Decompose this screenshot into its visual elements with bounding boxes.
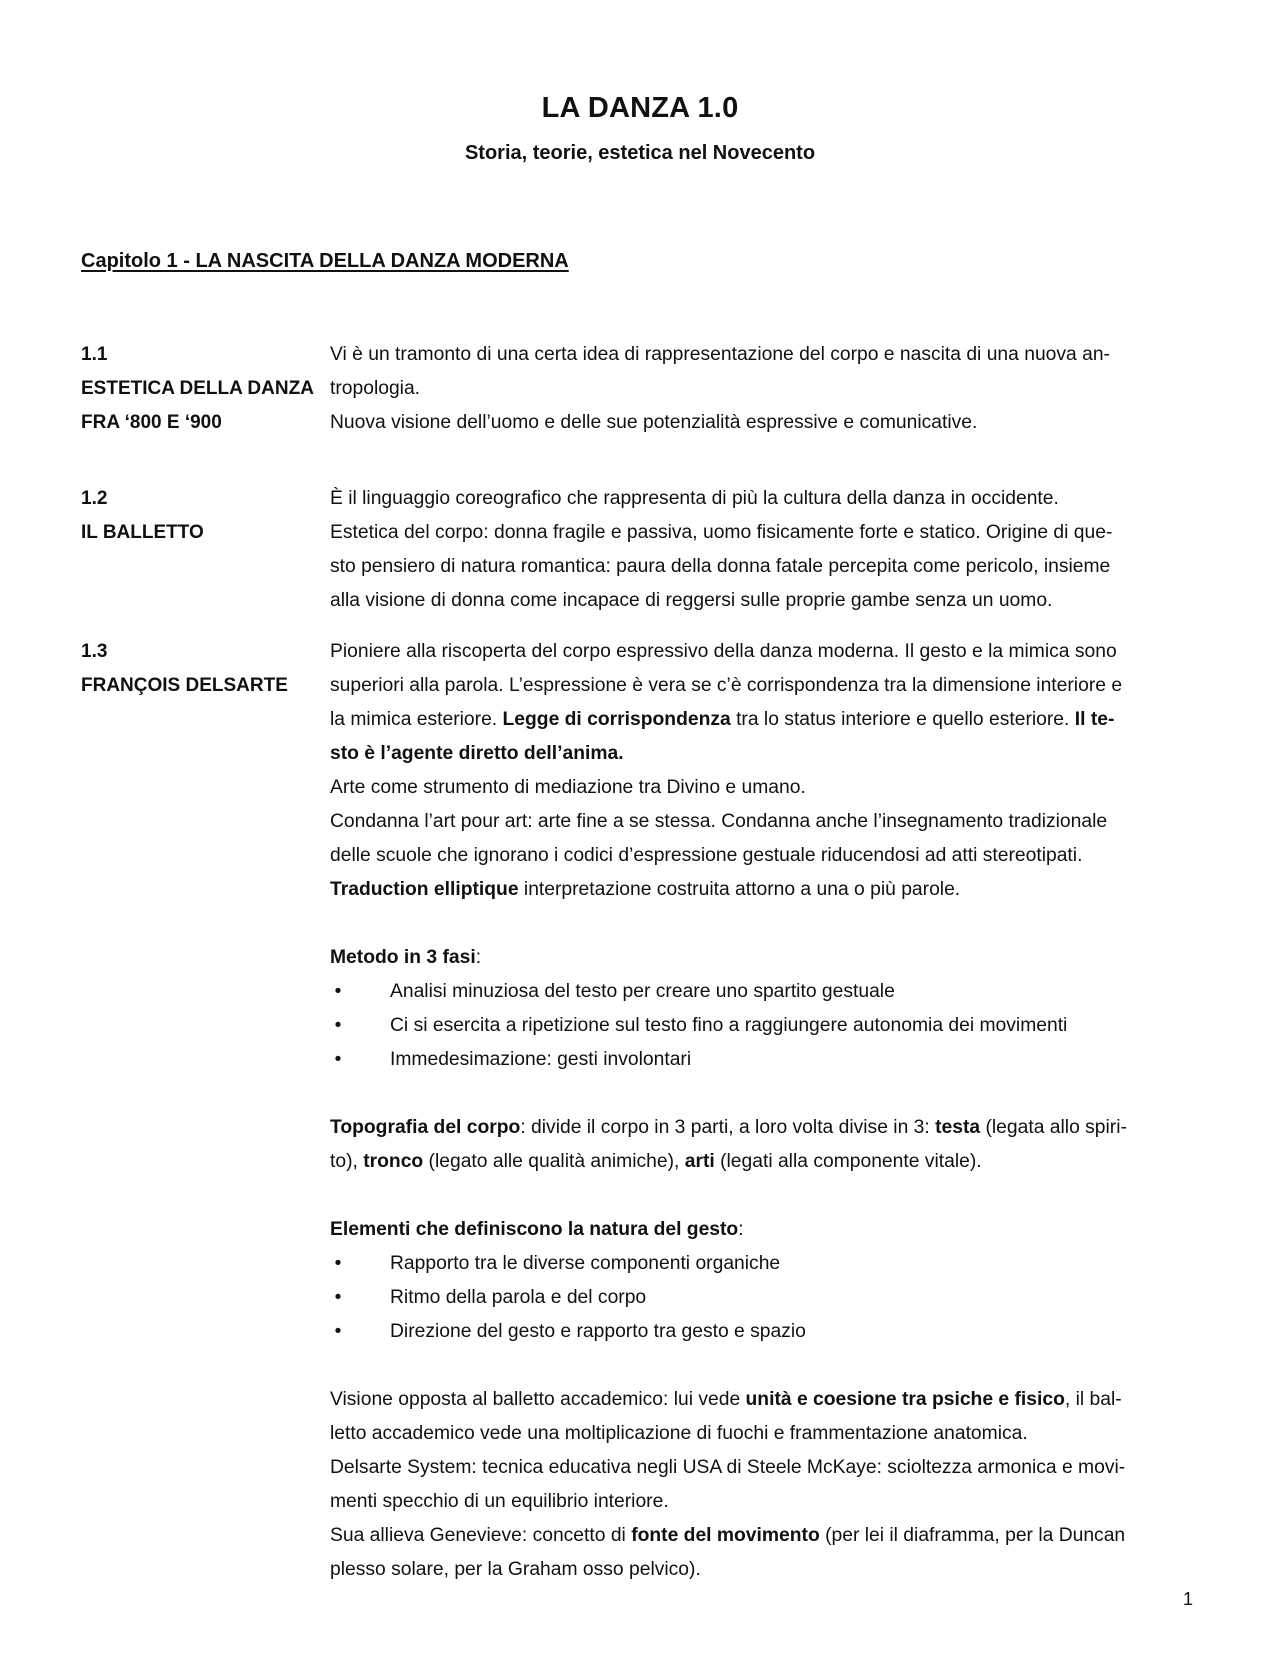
section-1-2-label [81, 482, 321, 550]
section-1-2-body [330, 482, 1206, 618]
section-1-1-body [330, 338, 1206, 440]
text-line: letto accademico vede una moltiplicazione di fuochi e frammentazione anatomica. [330, 1423, 1028, 1444]
text-span: Visione opposta al balletto accademico: lui vede [330, 1389, 746, 1410]
text-span: : divide il corpo in 3 parti, a loro volta divise in 3: [520, 1117, 936, 1138]
chapter-heading: Capitolo 1 - LA NASCITA DELLA DANZA MODERNA [81, 250, 569, 272]
text-line: menti specchio di un equilibrio interiore. [330, 1491, 669, 1512]
text-span: Sua allieva Genevieve: concetto di [330, 1525, 632, 1546]
text-line: plesso solare, per la Graham osso pelvico). [330, 1559, 701, 1580]
bullet-icon: • [334, 1015, 342, 1036]
list-item [330, 1315, 1206, 1349]
text-line: sto pensiero di natura romantica: paura della donna fatale percepita come pericolo, insieme [330, 556, 1111, 577]
paragraph-gap [330, 1349, 1206, 1383]
text-line: Vi è un tramonto di una certa idea di rappresentazione del corpo e nascita di una nuova an- [330, 344, 1110, 365]
section-title: IL BALLETTO [81, 522, 204, 543]
list-item [330, 1247, 1206, 1281]
paragraph-gap [330, 1179, 1206, 1213]
text-line [330, 873, 1206, 907]
bold-term: Il te- [1074, 709, 1115, 730]
text-line: superiori alla parola. L’espressione è vera se c’è corrispondenza tra la dimensione interiore e [330, 675, 1123, 696]
section-1-3-body [330, 635, 1206, 1587]
bold-term: unità e coesione tra psiche e fisico [745, 1389, 1065, 1410]
list-item-text: Ci si esercita a ripetizione sul testo fino a raggiungere autonomia dei movimenti [390, 1015, 1068, 1036]
document-subtitle: Storia, teorie, estetica nel Novecento [464, 142, 816, 164]
bullet-icon: • [334, 1287, 342, 1308]
text-span: (per lei il diaframma, per la Duncan [819, 1525, 1126, 1546]
section-title: ESTETICA DELLA DANZA [81, 378, 314, 399]
text-span: : [475, 947, 482, 968]
document-title: LA DANZA 1.0 [541, 92, 739, 124]
text-span: (legata allo spiri- [980, 1117, 1127, 1138]
text-line: Delsarte System: tecnica educativa negli USA di Steele McKaye: scioltezza armonica e movi- [330, 1457, 1126, 1478]
text-line: È il linguaggio coreografico che rappresenta di più la cultura della danza in occidente. [330, 488, 1059, 509]
bold-term: tronco [363, 1151, 424, 1172]
text-span: : [738, 1219, 744, 1240]
text-line: Condanna l’art pour art: arte fine a se stessa. Condanna anche l’insegnamento tradizionale [330, 811, 1108, 832]
text-line: Pioniere alla riscoperta del corpo espressivo della danza moderna. Il gesto e la mimica sono [330, 641, 1117, 662]
text-line [330, 1383, 1206, 1417]
bold-term: arti [684, 1151, 715, 1172]
section-title: FRA ‘800 E ‘900 [81, 412, 222, 433]
elementi-heading [330, 1213, 1206, 1247]
list-item-text: Ritmo della parola e del corpo [390, 1287, 647, 1308]
bold-term: Metodo in 3 fasi [330, 947, 476, 968]
section-number: 1.3 [81, 641, 108, 662]
bullet-icon: • [334, 981, 342, 1002]
section-1-1-label [81, 338, 321, 440]
list-item-text: Direzione del gesto e rapporto tra gesto e spazio [390, 1321, 806, 1342]
paragraph-gap [330, 907, 1206, 941]
bullet-icon: • [334, 1321, 342, 1342]
text-line [330, 737, 1206, 771]
bold-term: sto è l’agente diretto dell’anima. [330, 743, 624, 764]
text-line [330, 1145, 1206, 1179]
text-line: delle scuole che ignorano i codici d’espressione gestuale riducendosi ad atti stereotipati. [330, 845, 1083, 866]
text-line: alla visione di donna come incapace di reggersi sulle proprie gambe senza un uomo. [330, 590, 1053, 611]
text-span: , il bal- [1064, 1389, 1122, 1410]
bold-term: Traduction elliptique [330, 879, 519, 900]
text-span: (legati alla componente vitale). [714, 1151, 982, 1172]
bold-term: fonte del movimento [631, 1525, 820, 1546]
section-1-3-label [81, 635, 321, 703]
bold-term: Elementi che definiscono la natura del gesto [330, 1219, 739, 1240]
list-item [330, 1009, 1206, 1043]
bold-term: Legge di corrispondenza [502, 709, 731, 730]
text-line: Arte come strumento di mediazione tra Divino e umano. [330, 777, 806, 798]
list-item [330, 975, 1206, 1009]
text-line: tropologia. [330, 378, 421, 399]
bold-term: Topografia del corpo [330, 1117, 521, 1138]
bullet-icon: • [334, 1049, 342, 1070]
paragraph-gap [330, 1077, 1206, 1111]
text-line: Estetica del corpo: donna fragile e passiva, uomo fisicamente forte e statico. Origine di que- [330, 522, 1113, 543]
section-number: 1.1 [81, 344, 108, 365]
list-item-text: Immedesimazione: gesti involontari [390, 1049, 692, 1070]
bullet-icon: • [334, 1253, 342, 1274]
list-item-text: Rapporto tra le diverse componenti organiche [390, 1253, 781, 1274]
page-number: 1 [1183, 1589, 1194, 1609]
text-line [330, 1519, 1206, 1553]
metodo-heading [330, 941, 1206, 975]
text-span: to), [330, 1151, 364, 1172]
text-span: la mimica esteriore. [330, 709, 503, 730]
text-span: interpretazione costruita attorno a una o più parole. [518, 879, 961, 900]
text-span: (legato alle qualità animiche), [423, 1151, 685, 1172]
text-span: tra lo status interiore e quello esteriore. [730, 709, 1075, 730]
section-number: 1.2 [81, 488, 108, 509]
section-title: FRANÇOIS DELSARTE [81, 675, 288, 696]
text-line: Nuova visione dell’uomo e delle sue potenzialità espressive e comunicative. [330, 412, 978, 433]
bold-term: testa [935, 1117, 981, 1138]
text-line [330, 1111, 1206, 1145]
list-item-text: Analisi minuziosa del testo per creare uno spartito gestuale [390, 981, 895, 1002]
list-item [330, 1043, 1206, 1077]
text-line [330, 703, 1206, 737]
list-item [330, 1281, 1206, 1315]
